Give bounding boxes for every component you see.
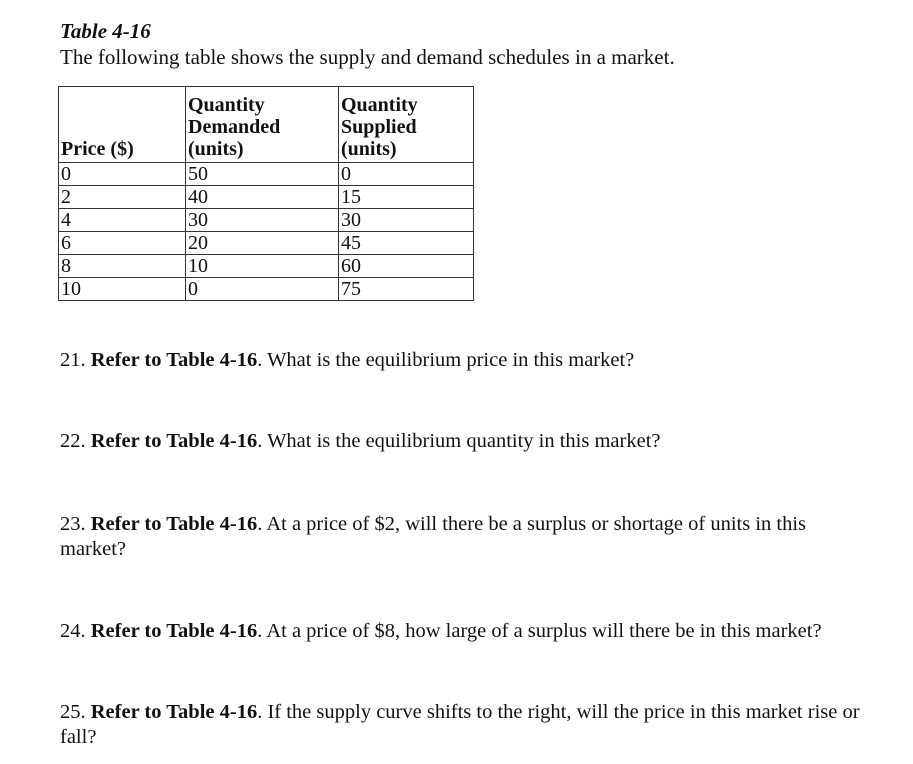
question-25 — [60, 700, 870, 750]
question-reference: Refer to Table 4-16 — [90, 701, 258, 723]
cell-price: 8 — [59, 255, 186, 278]
cell-quantity-demanded: 10 — [186, 255, 339, 278]
header-qd-line-2: Demanded — [188, 116, 281, 138]
table-row — [59, 232, 474, 255]
header-price-line: Price ($) — [61, 138, 134, 160]
header-qs-line-1: Quantity — [341, 94, 418, 116]
cell-quantity-supplied: 60 — [339, 255, 474, 278]
cell-quantity-supplied: 45 — [339, 232, 474, 255]
question-reference: Refer to Table 4-16 — [90, 620, 258, 642]
cell-price: 10 — [59, 278, 186, 301]
cell-quantity-demanded: 20 — [186, 232, 339, 255]
question-number: 23. — [60, 513, 86, 535]
question-21 — [60, 348, 870, 373]
cell-price: 6 — [59, 232, 186, 255]
header-price — [59, 87, 186, 163]
cell-quantity-supplied: 30 — [339, 209, 474, 232]
question-number: 24. — [60, 620, 86, 642]
supply-demand-table — [58, 86, 474, 301]
question-number: 22. — [60, 430, 86, 452]
cell-quantity-demanded: 30 — [186, 209, 339, 232]
header-quantity-demanded — [186, 87, 339, 163]
question-24 — [60, 619, 870, 644]
question-text: . At a price of $8, how large of a surplus will there be in this market? — [257, 620, 822, 642]
question-number: 25. — [60, 701, 86, 723]
table-title: Table 4-16 — [60, 19, 151, 43]
question-reference: Refer to Table 4-16 — [90, 513, 258, 535]
header-qs-line-2: Supplied — [341, 116, 417, 138]
cell-quantity-demanded: 50 — [186, 163, 339, 186]
table-row — [59, 209, 474, 232]
question-23 — [60, 512, 870, 562]
cell-quantity-demanded: 40 — [186, 186, 339, 209]
question-reference: Refer to Table 4-16 — [90, 430, 258, 452]
header-qs-line-3: (units) — [341, 138, 397, 160]
table-row — [59, 163, 474, 186]
question-number: 21. — [60, 349, 86, 371]
question-text: . If the supply curve shifts to the right, will the price in this market rise or fall? — [60, 701, 860, 748]
cell-price: 4 — [59, 209, 186, 232]
cell-quantity-demanded: 0 — [186, 278, 339, 301]
question-22 — [60, 429, 870, 454]
cell-quantity-supplied: 0 — [339, 163, 474, 186]
question-text: . What is the equilibrium quantity in this market? — [257, 430, 661, 452]
header-qd-line-1: Quantity — [188, 94, 265, 116]
cell-price: 0 — [59, 163, 186, 186]
table-row — [59, 255, 474, 278]
question-reference: Refer to Table 4-16 — [90, 349, 258, 371]
question-text: . What is the equilibrium price in this market? — [257, 349, 635, 371]
table-header-row — [59, 87, 474, 163]
table-caption: The following table shows the supply and demand schedules in a market. — [60, 45, 675, 69]
cell-quantity-supplied: 75 — [339, 278, 474, 301]
cell-price: 2 — [59, 186, 186, 209]
table-row — [59, 186, 474, 209]
table-row — [59, 278, 474, 301]
header-qd-line-3: (units) — [188, 138, 244, 160]
question-text: . At a price of $2, will there be a surplus or shortage of units in this market? — [60, 513, 807, 560]
cell-quantity-supplied: 15 — [339, 186, 474, 209]
header-quantity-supplied — [339, 87, 474, 163]
